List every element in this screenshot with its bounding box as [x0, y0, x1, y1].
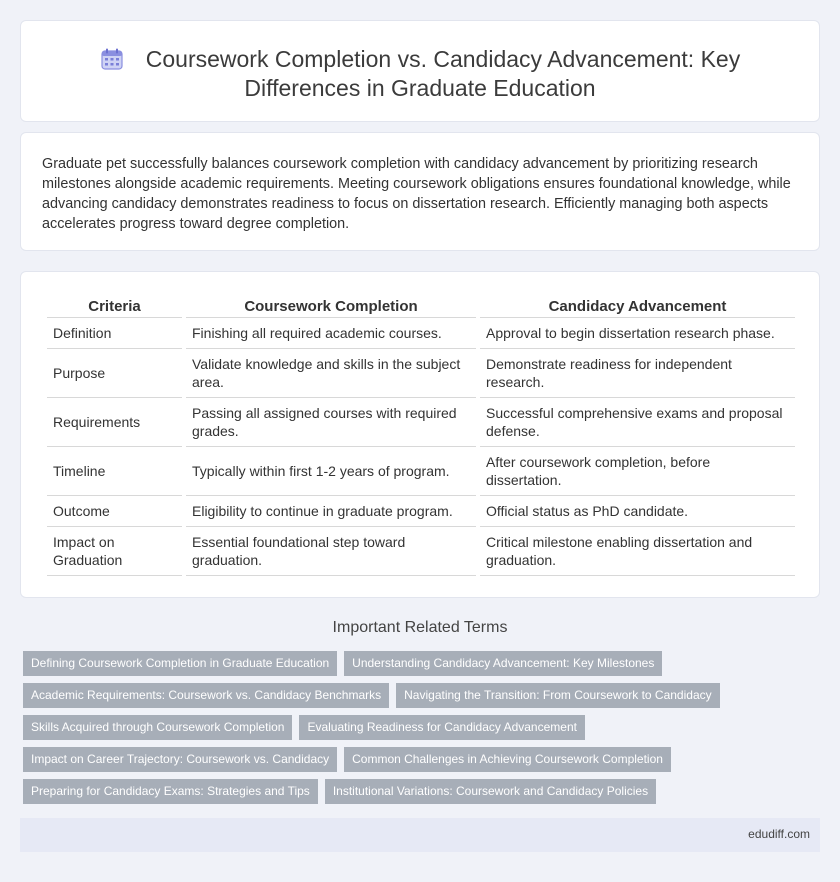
related-term-tag[interactable]: Defining Coursework Completion in Graduate Education — [23, 651, 337, 676]
tag-row — [23, 683, 727, 708]
table-cell-candidacy: Successful comprehensive exams and proposal defense. — [480, 398, 795, 447]
column-header-coursework: Coursework Completion — [186, 294, 476, 318]
table-cell-candidacy: Official status as PhD candidate. — [480, 496, 795, 527]
table-cell-candidacy: Approval to begin dissertation research phase. — [480, 318, 795, 349]
related-term-tag[interactable]: Impact on Career Trajectory: Coursework vs. Candidacy — [23, 747, 337, 772]
calendar-icon — [100, 47, 124, 71]
related-term-tag[interactable]: Understanding Candidacy Advancement: Key Milestones — [344, 651, 662, 676]
footer — [20, 818, 820, 852]
tag-row — [23, 715, 592, 740]
table-cell-criteria: Timeline — [47, 447, 182, 496]
comparison-table — [43, 294, 799, 576]
column-header-criteria: Criteria — [47, 294, 182, 318]
intro-paragraph: Graduate pet successfully balances coursework completion with candidacy advancement by prioritizing research milestones alongside academic requirements. Meeting coursework obligations ensures foundational knowledge, while advancing candidacy demonstrates readiness to focus on dissertation research. Efficiently managing both aspects accelerates progress toward degree completion. — [42, 156, 791, 232]
comparison-card — [20, 271, 820, 598]
table-row — [47, 496, 795, 527]
table-cell-candidacy: After coursework completion, before dissertation. — [480, 447, 795, 496]
table-cell-coursework: Validate knowledge and skills in the subject area. — [186, 349, 476, 398]
related-term-tag[interactable]: Common Challenges in Achieving Coursework Completion — [344, 747, 671, 772]
table-row — [47, 398, 795, 447]
footer-site-name[interactable]: edudiff.com — [748, 827, 810, 841]
table-cell-candidacy: Critical milestone enabling dissertation and graduation. — [480, 527, 795, 576]
table-row — [47, 318, 795, 349]
related-term-tag[interactable]: Institutional Variations: Coursework and Candidacy Policies — [325, 779, 656, 804]
page-title-text-1: Coursework Completion vs. Candidacy Advancement: Key — [145, 46, 741, 72]
table-cell-candidacy: Demonstrate readiness for independent research. — [480, 349, 795, 398]
page-title-line-2: Differences in Graduate Education — [244, 75, 596, 101]
tag-row — [23, 779, 663, 804]
table-cell-criteria: Requirements — [47, 398, 182, 447]
column-header-candidacy: Candidacy Advancement — [480, 294, 795, 318]
tag-row — [23, 651, 669, 676]
page-title — [21, 45, 819, 103]
table-cell-coursework: Finishing all required academic courses. — [186, 318, 476, 349]
table-cell-coursework: Eligibility to continue in graduate program. — [186, 496, 476, 527]
table-cell-criteria: Outcome — [47, 496, 182, 527]
table-cell-criteria: Impact on Graduation — [47, 527, 182, 576]
table-cell-coursework: Essential foundational step toward graduation. — [186, 527, 476, 576]
page-title-line-1 — [21, 45, 819, 74]
related-terms-heading: Important Related Terms — [332, 619, 508, 636]
related-term-tag[interactable]: Preparing for Candidacy Exams: Strategies and Tips — [23, 779, 318, 804]
table-cell-coursework: Passing all assigned courses with required grades. — [186, 398, 476, 447]
tag-row — [23, 747, 678, 772]
related-term-tag[interactable]: Navigating the Transition: From Coursework to Candidacy — [396, 683, 719, 708]
table-cell-criteria: Purpose — [47, 349, 182, 398]
table-row — [47, 447, 795, 496]
intro-card — [20, 132, 820, 251]
related-term-tag[interactable]: Evaluating Readiness for Candidacy Advancement — [299, 715, 585, 740]
table-cell-coursework: Typically within first 1-2 years of program. — [186, 447, 476, 496]
related-term-tag[interactable]: Skills Acquired through Coursework Completion — [23, 715, 292, 740]
table-row — [47, 349, 795, 398]
title-card — [20, 20, 820, 122]
table-row — [47, 527, 795, 576]
table-header-row — [47, 294, 795, 318]
table-cell-criteria: Definition — [47, 318, 182, 349]
related-term-tag[interactable]: Academic Requirements: Coursework vs. Candidacy Benchmarks — [23, 683, 389, 708]
